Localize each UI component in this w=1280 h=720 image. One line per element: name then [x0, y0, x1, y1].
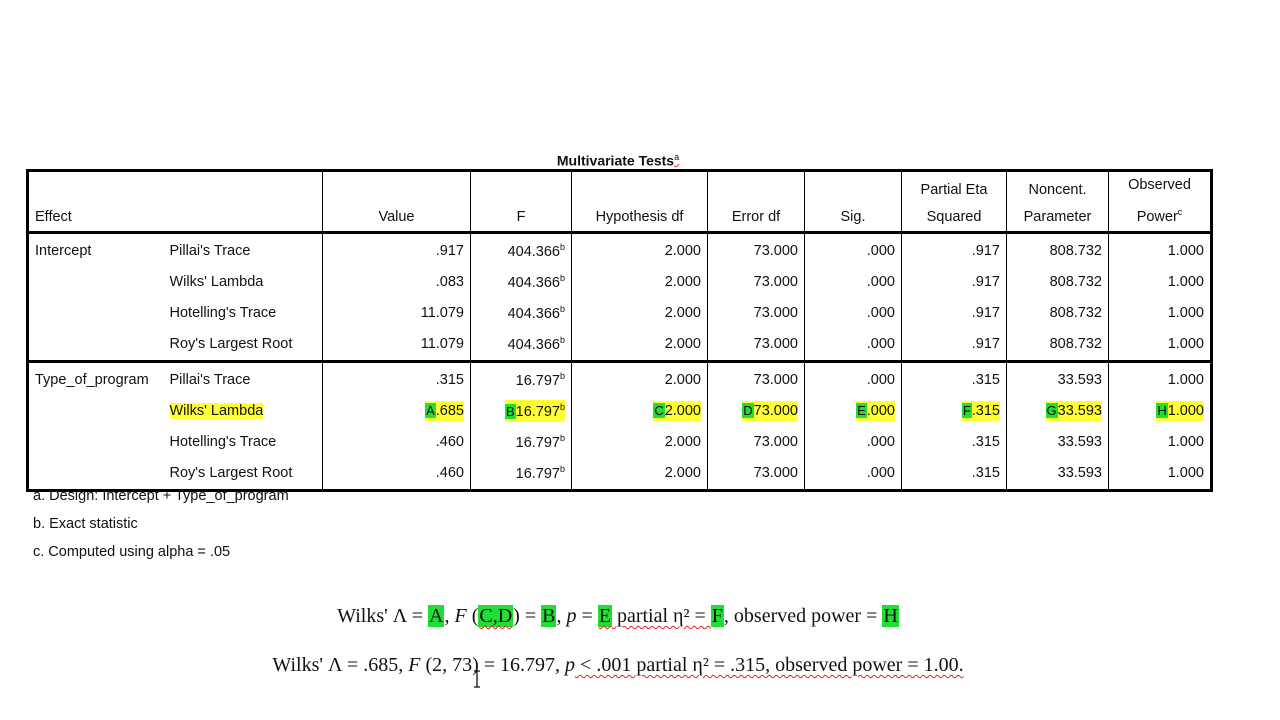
- noncent-cell: 33.593: [1007, 361, 1109, 396]
- error-df-cell: 73.000: [708, 267, 805, 298]
- error-df-cell: D73.000: [708, 396, 805, 427]
- observed-power-cell: 1.000: [1109, 458, 1212, 491]
- partial-eta-cell: .315: [902, 458, 1007, 491]
- partial-eta-cell: .917: [902, 329, 1007, 362]
- hypothesis-df-cell: C2.000: [572, 396, 708, 427]
- hypothesis-df-cell: 2.000: [572, 458, 708, 491]
- error-df-cell: 73.000: [708, 361, 805, 396]
- col-value: Value: [323, 171, 471, 233]
- value-cell: A.685: [323, 396, 471, 427]
- observed-power-cell: 1.000: [1109, 298, 1212, 329]
- value-cell: .083: [323, 267, 471, 298]
- table-row: [28, 267, 1212, 298]
- blank-F: F: [711, 605, 723, 627]
- f-value-cell: 16.797$^b$: [471, 427, 572, 458]
- marker-letter: E: [857, 403, 866, 419]
- partial-eta-cell: .315: [902, 361, 1007, 396]
- blank-A: A: [429, 605, 444, 627]
- table-title-text: Multivariate Tests: [556, 152, 675, 169]
- table-row: [28, 232, 1212, 267]
- f-value-cell: 404.366$^b$: [471, 232, 572, 267]
- noncent-cell: 33.593: [1007, 458, 1109, 491]
- partial-eta-cell: .917: [902, 267, 1007, 298]
- effect-cell: [28, 267, 166, 298]
- header-row: [28, 171, 1212, 233]
- sig-cell: .000: [805, 361, 902, 396]
- partial-eta-cell: .917: [902, 232, 1007, 267]
- noncent-cell: 808.732: [1007, 329, 1109, 362]
- noncent-cell: G33.593: [1007, 396, 1109, 427]
- noncent-cell: 808.732: [1007, 298, 1109, 329]
- test-name-cell: Hotelling's Trace: [169, 305, 277, 322]
- table-row: [28, 361, 1212, 396]
- error-df-cell: 73.000: [708, 232, 805, 267]
- test-name-cell: Pillai's Trace: [169, 372, 251, 389]
- effect-cell: [28, 427, 166, 458]
- sig-cell: .000: [805, 298, 902, 329]
- observed-power-cell: H1.000: [1109, 396, 1212, 427]
- test-name-cell: Roy's Largest Root: [166, 329, 323, 362]
- sig-cell: E.000: [805, 396, 902, 427]
- table-row: [28, 427, 1212, 458]
- value-cell: 11.079: [323, 298, 471, 329]
- hypothesis-df-cell: 2.000: [572, 329, 708, 362]
- apa-template-formula: Wilks' Λ = A, F (C,D) = B, p = E partial η² = F, observed power = H: [337, 605, 898, 627]
- hypothesis-df-cell: 2.000: [572, 361, 708, 396]
- partial-eta-cell: .917: [902, 298, 1007, 329]
- test-name-cell: Pillai's Trace: [169, 243, 251, 260]
- f-value-cell: 404.366$^b$: [471, 267, 572, 298]
- noncent-cell: 808.732: [1007, 232, 1109, 267]
- col-error-df: Error df: [708, 171, 805, 233]
- effect-cell: [28, 298, 166, 329]
- effect-cell: [28, 329, 166, 362]
- marker-letter: A: [426, 403, 435, 419]
- hypothesis-df-cell: 2.000: [572, 298, 708, 329]
- sig-cell: .000: [805, 329, 902, 362]
- col-f: F: [471, 171, 572, 233]
- sig-cell: .000: [805, 458, 902, 491]
- error-df-cell: 73.000: [708, 329, 805, 362]
- marker-letter: H: [1157, 403, 1167, 419]
- apa-result-formula[interactable]: Wilks' Λ = .685, F (2, 73) = 16.797, p < .001 partial η² = .315, observed power = 1.00.: [272, 654, 964, 676]
- test-name-cell: Wilks' Lambda: [169, 274, 264, 291]
- hypothesis-df-cell: 2.000: [572, 427, 708, 458]
- multivariate-tests-table: [26, 169, 1213, 492]
- table-title-sup: a: [674, 152, 680, 162]
- partial-eta-cell: .315: [902, 427, 1007, 458]
- footnote-a: a. Design: Intercept + Type_of_program: [33, 488, 289, 504]
- effect-cell: [28, 396, 166, 427]
- footnote-b: b. Exact statistic: [33, 516, 138, 532]
- col-sig: Sig.: [805, 171, 902, 233]
- value-cell: .460: [323, 458, 471, 491]
- col-noncent: Noncent. Parameter: [1007, 171, 1109, 233]
- test-name-cell: Hotelling's Trace: [169, 434, 277, 451]
- test-name-cell: Roy's Largest Root: [169, 465, 293, 482]
- table-row: [28, 458, 1212, 491]
- f-value-cell: 16.797$^b$: [471, 458, 572, 491]
- blank-CD: C,D: [479, 605, 513, 627]
- observed-power-cell: 1.000: [1109, 267, 1212, 298]
- marker-letter: G: [1046, 403, 1057, 419]
- blank-E: E: [598, 605, 611, 627]
- table-row: [28, 329, 1212, 362]
- observed-power-cell: 1.000: [1109, 427, 1212, 458]
- value-cell: .315: [323, 361, 471, 396]
- value-cell: .917: [323, 232, 471, 267]
- error-df-cell: 73.000: [708, 427, 805, 458]
- observed-power-cell: 1.000: [1109, 329, 1212, 362]
- sig-cell: .000: [805, 267, 902, 298]
- hypothesis-df-cell: 2.000: [572, 267, 708, 298]
- blank-B: B: [542, 605, 556, 627]
- noncent-cell: 808.732: [1007, 267, 1109, 298]
- value-cell: 11.079: [323, 329, 471, 362]
- error-df-cell: 73.000: [708, 458, 805, 491]
- text-cursor-icon: [472, 670, 482, 688]
- effect-cell: Type_of_program: [35, 372, 149, 389]
- sig-cell: .000: [805, 427, 902, 458]
- col-observed-power: Observed Power$^c$: [1109, 171, 1212, 233]
- sig-cell: .000: [805, 232, 902, 267]
- effect-cell: [28, 458, 166, 491]
- marker-letter: B: [505, 404, 515, 420]
- marker-letter: D: [743, 403, 753, 419]
- table-title: [0, 152, 1236, 169]
- partial-eta-cell: F.315: [902, 396, 1007, 427]
- value-cell: .460: [323, 427, 471, 458]
- f-value-cell: 404.366$^b$: [471, 329, 572, 362]
- footnote-c: c. Computed using alpha = .05: [33, 544, 231, 560]
- f-value-cell: 404.366$^b$: [471, 298, 572, 329]
- col-partial-eta: Partial Eta Squared: [902, 171, 1007, 233]
- marker-letter: C: [654, 403, 664, 419]
- hypothesis-df-cell: 2.000: [572, 232, 708, 267]
- col-hypothesis-df: Hypothesis df: [572, 171, 708, 233]
- marker-letter: F: [962, 403, 971, 419]
- blank-H: H: [883, 605, 898, 627]
- table-row: [28, 396, 1212, 427]
- f-value-cell: B16.797$^b$: [471, 396, 572, 427]
- test-name-cell: Wilks' Lambda: [169, 403, 264, 420]
- f-value-cell: 16.797$^b$: [471, 361, 572, 396]
- observed-power-cell: 1.000: [1109, 361, 1212, 396]
- noncent-cell: 33.593: [1007, 427, 1109, 458]
- table-row: [28, 298, 1212, 329]
- effect-cell: Intercept: [35, 243, 92, 260]
- error-df-cell: 73.000: [708, 298, 805, 329]
- col-effect: Effect: [35, 208, 72, 225]
- observed-power-cell: 1.000: [1109, 232, 1212, 267]
